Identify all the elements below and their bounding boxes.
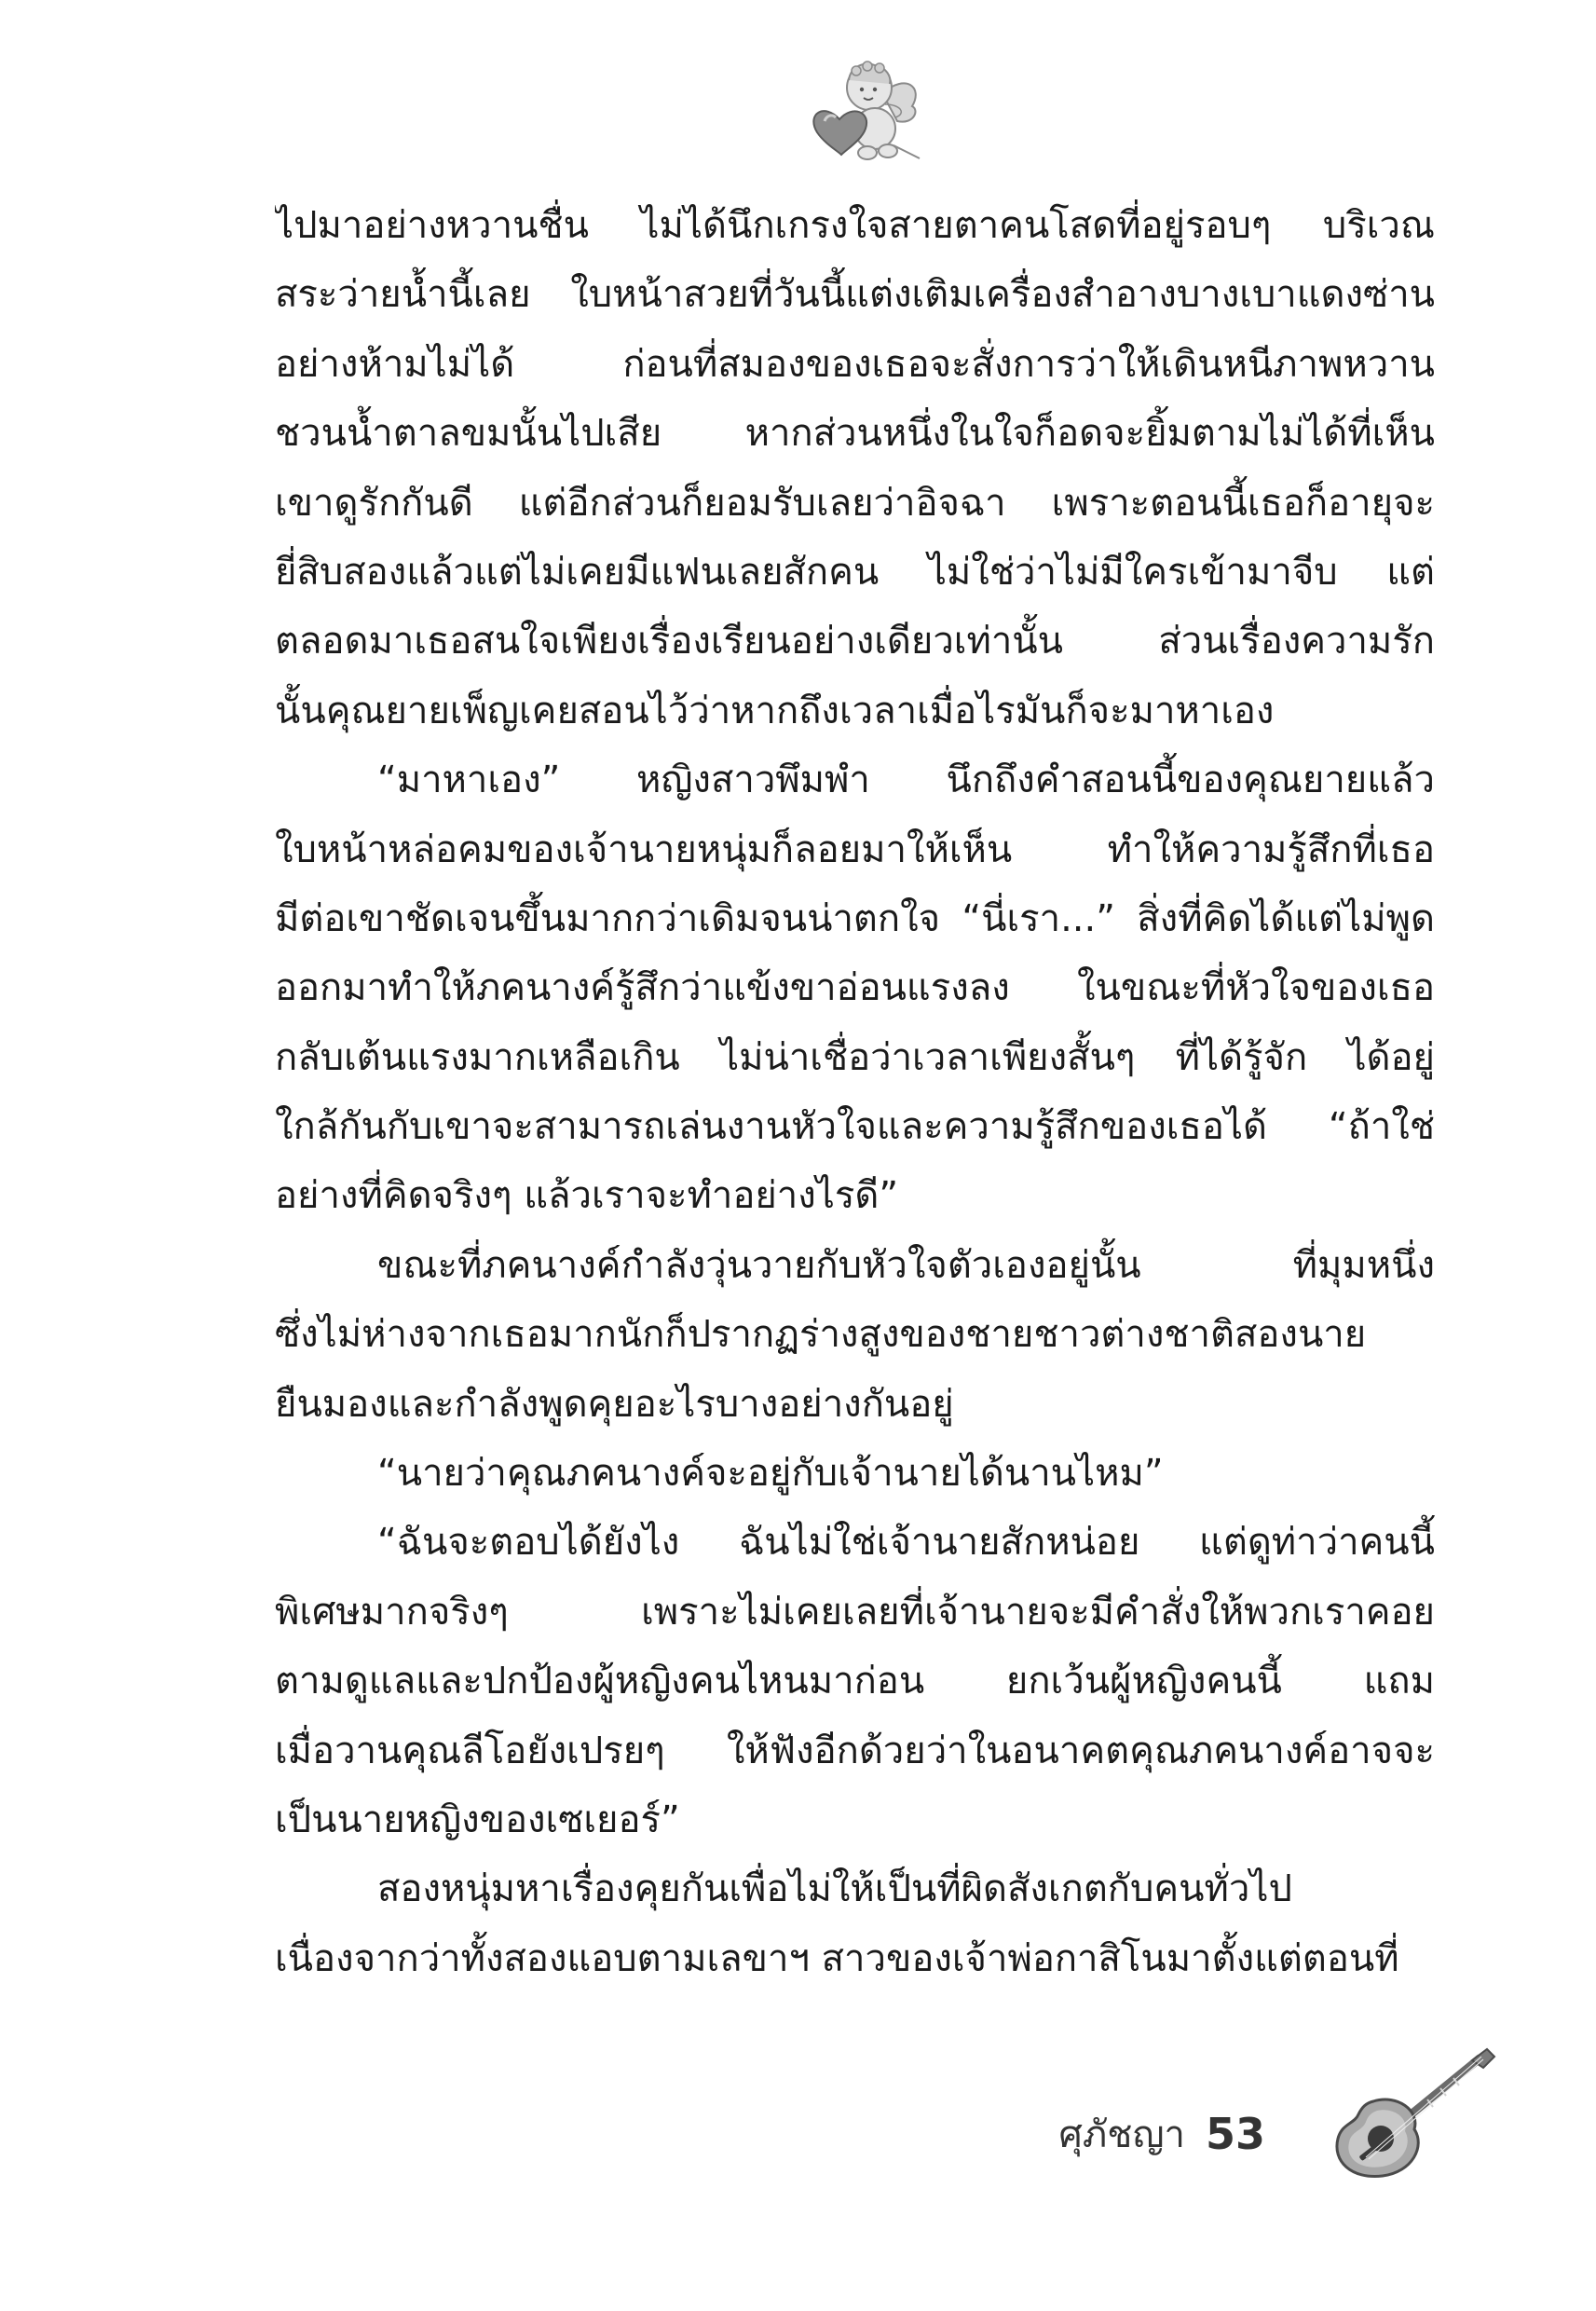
guitar-icon <box>1323 2045 1500 2185</box>
text-line: ชวนน้ำตาลขมนั้นไปเสีย หากส่วนหนึ่งในใจก็อดจะยิ้มตามไม่ได้ที่เห็น <box>275 412 1435 456</box>
text-line: นั้นคุณยายเพ็ญเคยสอนไว้ว่าหากถึงเวลาเมื่อไรมันก็จะมาหาเอง <box>275 689 1275 732</box>
text-line: กลับเต้นแรงมากเหลือเกิน ไม่น่าเชื่อว่าเวลาเพียงสั้นๆ ที่ได้รู้จัก ได้อยู่ <box>275 1035 1435 1079</box>
cupid-with-heart-icon <box>797 56 927 168</box>
text-line: “มาหาเอง” หญิงสาวพึมพำ นึกถึงคำสอนนี้ของคุณยายแล้ว <box>377 759 1435 802</box>
text-line: พิเศษมากจริงๆ เพราะไม่เคยเลยที่เจ้านายจะมีคำสั่งให้พวกเราคอย <box>275 1590 1435 1634</box>
page-number: 53 <box>1205 2109 1265 2159</box>
text-line: ใกล้กันกับเขาจะสามารถเล่นงานหัวใจและความรู้สึกของเธอได้ “ถ้าใช่ <box>275 1105 1435 1149</box>
text-line: มีต่อเขาชัดเจนขึ้นมากกว่าเดิมจนน่าตกใจ “นี่เรา...” สิ่งที่คิดได้แต่ไม่พูด <box>275 896 1435 940</box>
text-line: ตามดูแลและปกป้องผู้หญิงคนไหนมาก่อน ยกเว้นผู้หญิงคนนี้ แถม <box>275 1660 1435 1703</box>
text-line: ยี่สิบสองแล้วแต่ไม่เคยมีแฟนเลยสักคน ไม่ใช่ว่าไม่มีใครเข้ามาจีบ แต่ <box>275 550 1435 594</box>
text-line: เป็นนายหญิงของเซเยอร์” <box>275 1798 680 1841</box>
text-line: ซึ่งไม่ห่างจากเธอมากนักก็ปรากฏร่างสูงของชายชาวต่างชาติสองนาย <box>275 1313 1367 1357</box>
text-line: ยืนมองและกำลังพูดคุยอะไรบางอย่างกันอยู่ <box>275 1382 954 1426</box>
text-line: เขาดูรักกันดี แต่อีกส่วนก็ยอมรับเลยว่าอิจฉา เพราะตอนนี้เธอก็อายุจะ <box>275 481 1435 525</box>
body-text <box>275 191 1435 1990</box>
text-line: ออกมาทำให้ภคนางค์รู้สึกว่าแข้งขาอ่อนแรงลง ในขณะที่หัวใจของเธอ <box>275 966 1435 1010</box>
text-line: สระว่ายน้ำนี้เลย ใบหน้าสวยที่วันนี้แต่งเติมเครื่องสำอางบางเบาแดงซ่าน <box>275 273 1435 317</box>
text-line: อย่างที่คิดจริงๆ แล้วเราจะทำอย่างไรดี” <box>275 1174 899 1218</box>
page-footer <box>1059 2092 1265 2176</box>
text-line: เมื่อวานคุณลีโอยังเปรยๆ ให้ฟังอีกด้วยว่าในอนาคตคุณภคนางค์อาจจะ <box>275 1729 1435 1772</box>
text-line: ใบหน้าหล่อคมของเจ้านายหนุ่มก็ลอยมาให้เห็น ทำให้ความรู้สึกที่เธอ <box>275 827 1435 871</box>
text-line: “นายว่าคุณภคนางค์จะอยู่กับเจ้านายได้นานไหม” <box>377 1452 1164 1496</box>
author-name: ศุภัชญา <box>1058 2113 1185 2156</box>
text-line: ไปมาอย่างหวานชื่น ไม่ได้นึกเกรงใจสายตาคนโสดที่อยู่รอบๆ บริเวณ <box>275 204 1435 247</box>
text-line: ขณะที่ภคนางค์กำลังวุ่นวายกับหัวใจตัวเองอยู่นั้น ที่มุมหนึ่ง <box>377 1243 1435 1287</box>
text-line: เนื่องจากว่าทั้งสองแอบตามเลขาฯ สาวของเจ้าพ่อกาสิโนมาตั้งแต่ตอนที่ <box>275 1936 1399 1980</box>
text-line: “ฉันจะตอบได้ยังไง ฉันไม่ใช่เจ้านายสักหน่อย แต่ดูท่าว่าคนนี้ <box>377 1521 1435 1565</box>
text-line: ตลอดมาเธอสนใจเพียงเรื่องเรียนอย่างเดียวเท่านั้น ส่วนเรื่องความรัก <box>275 620 1435 663</box>
text-line: อย่างห้ามไม่ได้ ก่อนที่สมองของเธอจะสั่งการว่าให้เดินหนีภาพหวาน <box>275 342 1435 386</box>
text-line: สองหนุ่มหาเรื่องคุยกันเพื่อไม่ให้เป็นที่ผิดสังเกตกับคนทั่วไป <box>377 1867 1292 1911</box>
